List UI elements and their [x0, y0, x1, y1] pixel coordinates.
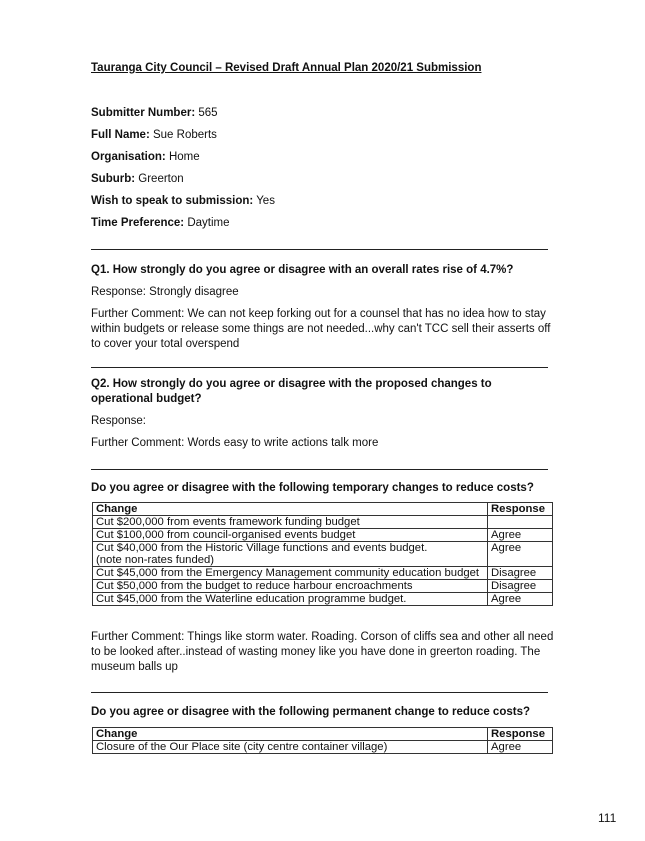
perm-question: Do you agree or disagree with the following permanent change to reduce costs?: [91, 706, 530, 718]
field-full-name: Full Name: Sue Roberts: [91, 129, 217, 141]
field-suburb: Suburb: Greerton: [91, 173, 184, 185]
q1-question: Q1. How strongly do you agree or disagree with an overall rates rise of 4.7%?: [91, 264, 514, 276]
change-cell: Cut $100,000 from council-organised events budget: [93, 529, 488, 542]
response-cell: Agree: [488, 529, 553, 542]
column-header-change: Change: [93, 503, 488, 516]
table-row: [93, 516, 553, 529]
table-row: [93, 593, 553, 606]
change-cell: Closure of the Our Place site (city centre container village): [93, 741, 488, 754]
field-organisation: Organisation: Home: [91, 151, 200, 163]
document-title: Tauranga City Council – Revised Draft Annual Plan 2020/21 Submission: [91, 62, 482, 74]
permanent-change-table: [92, 727, 553, 754]
divider: [91, 367, 548, 368]
divider: [91, 249, 548, 250]
q2-comment: Further Comment: Words easy to write actions talk more: [91, 437, 379, 449]
response-cell: Disagree: [488, 580, 553, 593]
change-cell: Cut $50,000 from the budget to reduce harbour encroachments: [93, 580, 488, 593]
response-cell: Agree: [488, 542, 553, 567]
q1-response: Response: Strongly disagree: [91, 286, 239, 298]
response-cell: Agree: [488, 593, 553, 606]
q2-response: Response:: [91, 415, 146, 427]
table-header-row: [93, 728, 553, 741]
column-header-change: Change: [93, 728, 488, 741]
divider: [91, 469, 548, 470]
page-number: 111: [598, 811, 617, 825]
change-note: (note non-rates funded): [96, 554, 215, 566]
table-row: [93, 580, 553, 593]
column-header-response: Response: [488, 728, 553, 741]
change-cell: Cut $45,000 from the Waterline education programme budget.: [93, 593, 488, 606]
change-cell: [93, 542, 488, 567]
temporary-changes-table: [92, 502, 553, 606]
response-cell: Disagree: [488, 567, 553, 580]
table-row: [93, 529, 553, 542]
field-submitter-number: Submitter Number: 565: [91, 107, 218, 119]
change-cell: Cut $45,000 from the Emergency Management community education budget: [93, 567, 488, 580]
response-cell: Agree: [488, 741, 553, 754]
table-row: [93, 567, 553, 580]
field-time-preference: Time Preference: Daytime: [91, 217, 230, 229]
change-cell: Cut $200,000 from events framework funding budget: [93, 516, 488, 529]
q2-question: Q2. How strongly do you agree or disagree with the proposed changes to operational budget?: [91, 378, 492, 405]
response-cell: [488, 516, 553, 529]
column-header-response: Response: [488, 503, 553, 516]
table-header-row: [93, 503, 553, 516]
field-wish-to-speak: Wish to speak to submission: Yes: [91, 195, 275, 207]
temp-question: Do you agree or disagree with the following temporary changes to reduce costs?: [91, 482, 534, 494]
table-row: [93, 542, 553, 567]
q1-comment: Further Comment: We can not keep forking out for a counsel that has no idea how to stay within budgets or release some things are not needed...why can't TCC sell their asserts off to cover your total overspend: [91, 308, 551, 350]
change-line: Cut $40,000 from the Historic Village functions and events budget.: [96, 542, 428, 554]
temp-comment: Further Comment: Things like storm water. Roading. Corson of cliffs sea and other all need to be looked after..instead of wasting money like you have done in greerton roading. The museum balls up: [91, 631, 554, 673]
divider: [91, 692, 548, 693]
table-row: [93, 741, 553, 754]
